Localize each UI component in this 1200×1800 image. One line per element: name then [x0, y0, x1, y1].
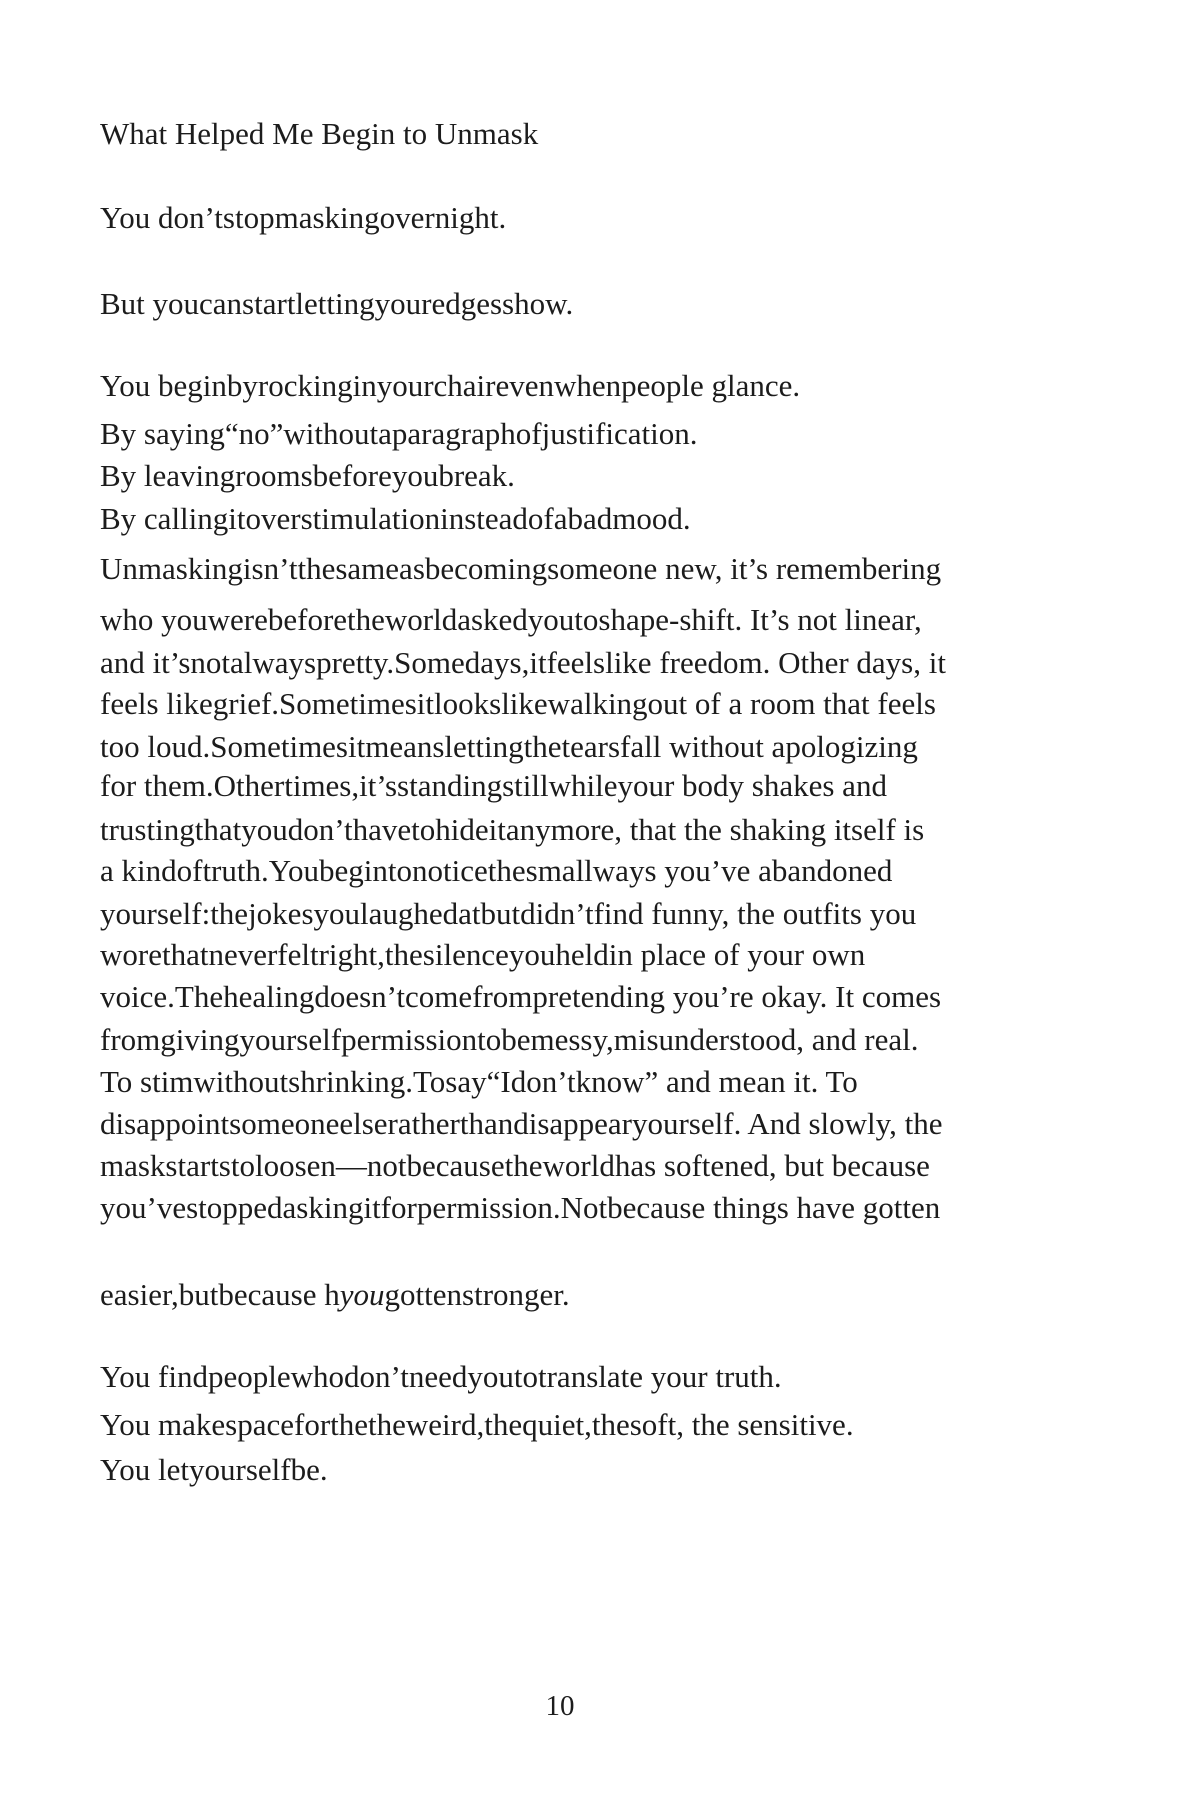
list-line: By leavingroomsbeforeyoubreak.	[100, 458, 515, 493]
paragraph-line: Unmaskingisn’tthesameasbecomingsomeone new, it’s remembering	[100, 551, 942, 586]
paragraph-line: for them.Othertimes,it’sstandingstillwhileyour body shakes and	[100, 768, 887, 803]
page-number: 10	[545, 1690, 575, 1722]
list-line: By callingitoverstimulationinsteadofabadmood.	[100, 501, 691, 536]
paragraph-line: maskstartstoloosen—notbecausetheworldhas softened, but because	[100, 1148, 930, 1183]
paragraph-line: yourself:thejokesyoulaughedatbutdidn’tfind funny, the outfits you	[100, 896, 917, 931]
paragraph-line: voice.Thehealingdoesn’tcomefrompretending you’re okay. It comes	[100, 979, 942, 1014]
closing-line: You findpeoplewhodon’tneedyoutotranslate your truth.	[100, 1359, 782, 1394]
paragraph-line: disappointsomeoneelseratherthandisappearyourself. And slowly, the	[100, 1106, 943, 1141]
closing-line: You letyourselfbe.	[100, 1452, 328, 1487]
paragraph-line: To stimwithoutshrinking.Tosay“Idon’tknow” and mean it. To	[100, 1064, 858, 1099]
list-line: By saying“no”withoutaparagraphofjustification.	[100, 416, 698, 451]
italic-emphasis: you	[339, 1277, 385, 1312]
paragraph-line: trustingthatyoudon’thavetohideitanymore, that the shaking itself is	[100, 812, 925, 847]
paragraph-line: and it’snotalwayspretty.Somedays,itfeelslike freedom. Other days, it	[100, 645, 946, 680]
last-line-before: easier,butbecause h	[100, 1277, 340, 1312]
paragraph-line: fromgivingyourselfpermissiontobemessy,misunderstood, and real.	[100, 1022, 919, 1057]
paragraph-last-line	[100, 1275, 570, 1315]
paragraph-line: a kindoftruth.Youbegintonoticethesmallways you’ve abandoned	[100, 853, 893, 888]
paragraph-line: you’vestoppedaskingitforpermission.Notbecause things have gotten	[100, 1190, 941, 1225]
paragraph-line: worethatneverfeltright,thesilenceyouheldin place of your own	[100, 937, 866, 972]
closing-line: You makespaceforthetheweird,thequiet,thesoft, the sensitive.	[100, 1407, 854, 1442]
last-line-after: gottenstronger.	[384, 1277, 570, 1312]
paragraph-line: too loud.Sometimesitmeanslettingthetearsfall without apologizing	[100, 729, 918, 764]
section-heading: What Helped Me Begin to Unmask	[100, 116, 539, 151]
paragraph-line: feels likegrief.Sometimesitlookslikewalkingout of a room that feels	[100, 686, 936, 721]
intro-line: You don’tstopmaskingovernight.	[100, 200, 507, 235]
paragraph-line: who youwerebeforetheworldaskedyoutoshape-shift. It’s not linear,	[100, 602, 922, 637]
intro-line: But youcanstartlettingyouredgesshow.	[100, 286, 574, 321]
list-line: You beginbyrockinginyourchairevenwhenpeople glance.	[100, 368, 801, 403]
